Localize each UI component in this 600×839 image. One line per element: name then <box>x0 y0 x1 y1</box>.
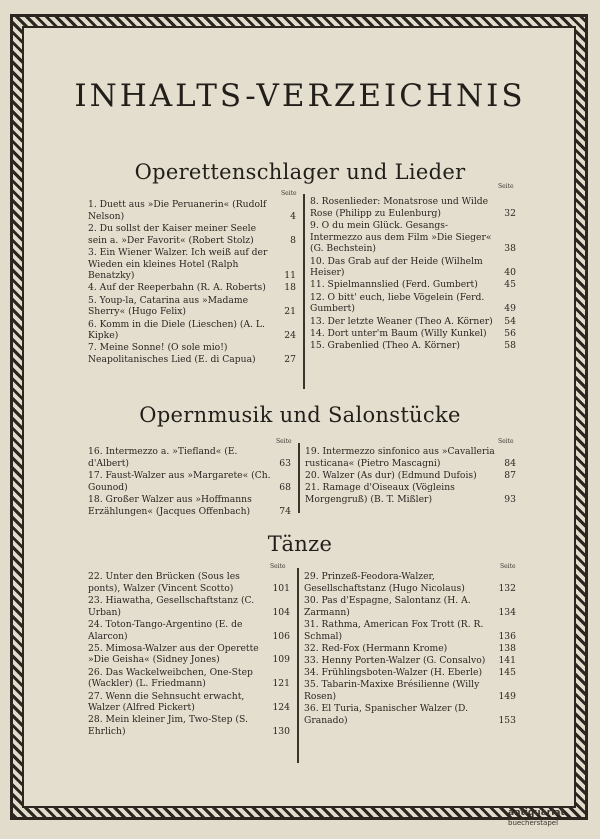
toc-entry-page: 109 <box>272 654 290 666</box>
toc-entry-page: 18 <box>284 282 296 294</box>
toc-entry-page: 132 <box>498 582 516 594</box>
toc-entry <box>304 667 516 679</box>
seite-label: Seite <box>500 563 516 570</box>
toc-entry-title: 35. Tabarin-Maxixe Brésilienne (Willy Rosen) <box>304 679 480 703</box>
toc-entry <box>88 691 290 714</box>
toc-entry-page: 4 <box>290 210 296 222</box>
toc-entry-title: 14. Dort unter'm Baum (Willy Kunkel) <box>310 327 487 339</box>
toc-entry-page: 58 <box>504 339 516 351</box>
seite-label: Seite <box>498 183 514 190</box>
toc-entry-title: 10. Das Grab auf der Heide (Wilhelm Heiser) <box>310 255 483 279</box>
toc-entry-title: 3. Ein Wiener Walzer. Ich weiß auf der Wieden ein kleines Hotel (Ralph Benatzky) <box>88 246 268 282</box>
toc-entry <box>88 571 290 594</box>
seite-label: Seite <box>276 438 292 445</box>
watermark-stamp <box>508 808 596 836</box>
toc-left-column <box>88 446 291 518</box>
toc-entry-page: 101 <box>272 582 290 594</box>
toc-entry <box>305 446 516 469</box>
toc-entry <box>88 714 290 737</box>
toc-entry-title: 18. Großer Walzer aus »Hoffmanns Erzählungen« (Jacques Offenbach) <box>88 493 252 517</box>
column-divider <box>298 443 300 513</box>
toc-right-column <box>304 571 516 727</box>
toc-entry-page: 11 <box>284 270 296 282</box>
page-title: INHALTS-VERZEICHNIS <box>74 78 526 114</box>
toc-entry <box>304 679 516 702</box>
toc-entry <box>304 595 516 618</box>
watermark-line2: buecherstapel <box>508 819 559 827</box>
toc-entry-page: 141 <box>498 654 516 666</box>
toc-entry <box>304 655 516 667</box>
toc-entry <box>310 220 516 255</box>
watermark-line1: antiquariat <box>508 808 565 818</box>
toc-entry-title: 31. Rathma, American Fox Trott (R. R. Schmal) <box>304 618 484 642</box>
toc-entry-page: 138 <box>498 642 516 654</box>
toc-entry-page: 63 <box>279 457 291 469</box>
toc-entry-page: 54 <box>504 315 516 327</box>
toc-entry <box>88 446 291 469</box>
toc-entry-title: 9. O du mein Glück. Gesangs-Intermezzo aus dem Film »Die Sieger« (G. Bechstein) <box>310 219 492 255</box>
toc-entry-page: 93 <box>504 493 516 505</box>
toc-entry <box>88 494 291 517</box>
toc-entry-page: 68 <box>279 481 291 493</box>
toc-entry <box>88 223 296 246</box>
toc-entry <box>88 619 290 642</box>
toc-entry-title: 36. El Turia, Spanischer Walzer (D. Granado) <box>304 703 469 726</box>
column-divider <box>297 568 299 763</box>
toc-entry-title: 29. Prinzeß-Feodora-Walzer, Gesellschaftstanz (Hugo Nicolaus) <box>304 571 465 594</box>
toc-entry <box>304 571 516 594</box>
toc-entry <box>304 703 516 726</box>
toc-entry-title: 15. Grabenlied (Theo A. Körner) <box>310 339 460 351</box>
toc-entry-title: 25. Mimosa-Walzer aus der Operette »Die Geisha« (Sidney Jones) <box>88 642 259 666</box>
toc-entry-title: 4. Auf der Reeperbahn (R. A. Roberts) <box>88 282 266 294</box>
toc-entry <box>310 316 516 328</box>
toc-entry-page: 106 <box>272 630 290 642</box>
toc-entry-page: 134 <box>498 606 516 618</box>
toc-entry <box>88 342 296 365</box>
toc-entry-title: 2. Du sollst der Kaiser meiner Seele sein a. »Der Favorit« (Robert Stolz) <box>88 222 257 246</box>
toc-entry <box>88 247 296 282</box>
toc-entry-page: 104 <box>272 606 290 618</box>
section-heading-operettenschlager: Operettenschlager und Lieder <box>134 160 466 184</box>
toc-entry <box>310 196 516 219</box>
toc-entry-page: 149 <box>498 691 516 703</box>
toc-entry-title: 20. Walzer (As dur) (Edmund Dufois) <box>305 469 477 481</box>
seite-label: Seite <box>498 438 514 445</box>
toc-entry <box>88 643 290 666</box>
toc-entry-page: 56 <box>504 327 516 339</box>
toc-entry <box>88 295 296 318</box>
toc-left-column <box>88 571 290 738</box>
toc-entry-page: 136 <box>498 630 516 642</box>
toc-entry-page: 21 <box>284 306 296 318</box>
toc-entry-title: 30. Pas d'Espagne, Salontanz (H. A. Zarmann) <box>304 594 471 618</box>
toc-entry-page: 27 <box>284 354 296 366</box>
toc-right-column <box>310 196 516 352</box>
toc-entry-page: 130 <box>272 726 290 738</box>
toc-entry-page: 38 <box>504 243 516 255</box>
toc-entry <box>88 470 291 493</box>
toc-entry-title: 7. Meine Sonne! (O sole mio!) Neapolitanisches Lied (E. di Capua) <box>88 342 256 366</box>
toc-entry-title: 22. Unter den Brücken (Sous les ponts), Walzer (Vincent Scotto) <box>88 571 240 594</box>
toc-entry-title: 13. Der letzte Weaner (Theo A. Körner) <box>310 315 493 327</box>
toc-entry <box>88 199 296 222</box>
toc-entry-page: 49 <box>504 303 516 315</box>
toc-entry <box>88 667 290 690</box>
toc-entry-title: 34. Frühlingsboten-Walzer (H. Eberle) <box>304 667 483 679</box>
toc-entry <box>310 279 516 291</box>
toc-entry-page: 145 <box>498 667 516 679</box>
toc-entry-page: 40 <box>504 267 516 279</box>
toc-entry-page: 32 <box>504 207 516 219</box>
toc-entry-title: 5. Youp-la, Catarina aus »Madame Sherry« (Hugo Felix) <box>88 294 249 318</box>
toc-entry-title: 11. Spielmannslied (Ferd. Gumbert) <box>310 279 478 291</box>
toc-entry <box>310 328 516 340</box>
toc-entry-title: 12. O bitt' euch, liebe Vögelein (Ferd. Gumbert) <box>310 291 485 315</box>
toc-entry <box>88 319 296 342</box>
toc-entry-title: 1. Duett aus »Die Peruanerin« (Rudolf Nelson) <box>88 199 267 222</box>
toc-entry-title: 33. Henny Porten-Walzer (G. Consalvo) <box>304 654 486 666</box>
toc-entry-title: 28. Mein kleiner Jim, Two-Step (S. Ehrlich) <box>88 714 248 738</box>
toc-entry-page: 8 <box>290 234 296 246</box>
toc-entry-title: 8. Rosenlieder: Monatsrose und Wilde Rose (Philipp zu Eulenburg) <box>310 196 489 219</box>
section-heading-opernmusik: Opernmusik und Salonstücke <box>139 403 461 427</box>
toc-right-column <box>305 446 516 506</box>
toc-entry-page: 153 <box>498 714 516 726</box>
toc-entry-title: 6. Komm in die Diele (Lieschen) (A. L. Kipke) <box>88 318 265 342</box>
toc-entry-page: 74 <box>279 505 291 517</box>
toc-entry <box>304 643 516 655</box>
toc-entry-title: 26. Das Wackelweibchen, One-Step (Wackler) (L. Friedmann) <box>88 666 253 690</box>
toc-entry <box>88 595 290 618</box>
toc-entry-title: 27. Wenn die Sehnsucht erwacht, Walzer (Alfred Pickert) <box>88 690 245 714</box>
toc-entry <box>305 470 516 482</box>
toc-entry <box>88 282 296 294</box>
toc-entry <box>310 256 516 279</box>
toc-entry-title: 23. Hiawatha, Gesellschaftstanz (C. Urban) <box>88 594 255 618</box>
section-heading-taenze: Tänze <box>267 532 333 556</box>
toc-entry <box>310 340 516 352</box>
toc-entry-page: 87 <box>504 469 516 481</box>
toc-left-column <box>88 199 296 366</box>
toc-entry-page: 84 <box>504 457 516 469</box>
column-divider <box>303 194 305 389</box>
seite-label: Seite <box>270 563 286 570</box>
toc-entry-page: 24 <box>284 330 296 342</box>
toc-entry-title: 24. Toton-Tango-Argentino (E. de Alarcon) <box>88 618 243 642</box>
toc-entry <box>305 482 516 505</box>
toc-entry <box>304 619 516 642</box>
toc-entry-title: 32. Red-Fox (Hermann Krome) <box>304 642 448 654</box>
toc-entry-page: 124 <box>272 702 290 714</box>
toc-entry-page: 121 <box>272 678 290 690</box>
seite-label: Seite <box>281 190 297 197</box>
toc-entry <box>310 292 516 315</box>
toc-entry-title: 16. Intermezzo a. »Tiefland« (E. d'Albert) <box>88 446 238 469</box>
toc-entry-title: 19. Intermezzo sinfonico aus »Cavalleria rusticana« (Pietro Mascagni) <box>305 446 495 469</box>
toc-entry-title: 17. Faust-Walzer aus »Margarete« (Ch. Gounod) <box>88 469 271 493</box>
toc-entry-title: 21. Ramage d'Oiseaux (Vögleins Morgengruß) (B. T. Mißler) <box>305 482 455 505</box>
toc-entry-page: 45 <box>504 279 516 291</box>
